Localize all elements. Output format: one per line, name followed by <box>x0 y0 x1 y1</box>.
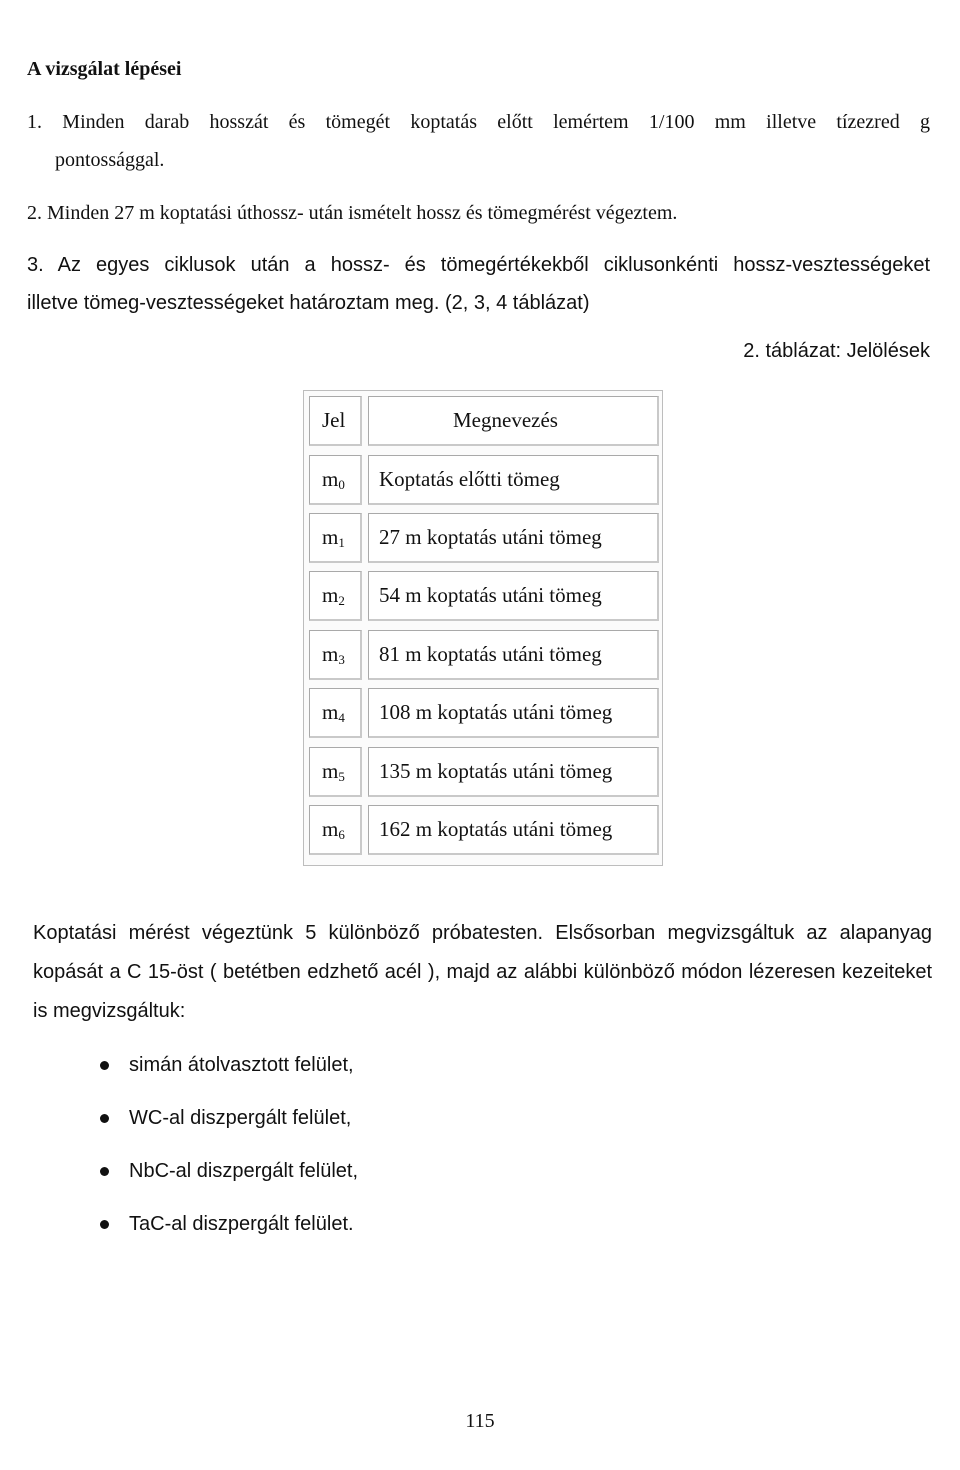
bullet-icon <box>100 1167 109 1176</box>
step-2 <box>27 194 930 232</box>
symbol-cell: $m_4$ <box>309 688 362 738</box>
bullet-icon <box>100 1114 109 1123</box>
bullet-icon <box>100 1061 109 1070</box>
step-1-line1: 1. Minden darab hosszát és tömegét koptatás előtt lemértem 1/100 mm illetve tízezred g <box>27 111 930 133</box>
name-cell: 108 m koptatás utáni tömeg <box>368 688 659 738</box>
step-3 <box>27 246 930 322</box>
table-row <box>309 455 659 507</box>
symbol-cell: $m_6$ <box>309 805 362 855</box>
name-cell: 162 m koptatás utáni tömeg <box>368 805 659 855</box>
list-item: NbC-al diszpergált felület, <box>95 1150 358 1203</box>
table-header-row <box>309 396 659 448</box>
step-1-line2: pontossággal. <box>55 149 165 171</box>
designations-table <box>303 390 663 866</box>
bullet-list <box>95 1044 358 1256</box>
name-cell: 54 m koptatás utáni tömeg <box>368 571 659 621</box>
step-3-line2: illetve tömeg-vesztességeket határoztam meg. (2, 3, 4 táblázat) <box>27 292 590 314</box>
name-cell: 27 m koptatás utáni tömeg <box>368 513 659 563</box>
symbol-cell: $m_3$ <box>309 630 362 680</box>
symbol-cell: $m_5$ <box>309 747 362 797</box>
step-3-line1: 3. Az egyes ciklusok után a hossz- és tömegértékekből ciklusonkénti hossz-vesztességeket <box>27 254 930 276</box>
symbol-cell: $m_0$ <box>309 455 362 505</box>
bullet-icon <box>100 1220 109 1229</box>
table-row <box>309 571 659 623</box>
step-2-line1: 2. Minden 27 m koptatási úthossz- után ismételt hossz és tömegmérést végeztem. <box>27 202 678 224</box>
step-1 <box>27 103 930 179</box>
symbol-cell: $m_2$ <box>309 571 362 621</box>
body-paragraph: Koptatási mérést végeztünk 5 különböző próbatesten. Elsősorban megvizsgáltuk az alapanyag kopását a C 15-öst ( betétben edzhető acél ), majd az alábbi különböző módon lézeresen kezeiteket is megvizsgáltuk: <box>33 922 932 1022</box>
list-item: WC-al diszpergált felület, <box>95 1097 358 1150</box>
table-row <box>309 747 659 799</box>
section-title: A vizsgálat lépései <box>27 58 182 80</box>
table-row <box>309 805 659 857</box>
symbol-cell: $m_1$ <box>309 513 362 563</box>
table-row <box>309 688 659 740</box>
page-number: 115 <box>465 1410 495 1432</box>
table-row <box>309 513 659 565</box>
name-cell: 81 m koptatás utáni tömeg <box>368 630 659 680</box>
list-item: simán átolvasztott felület, <box>95 1044 358 1097</box>
list-item: TaC-al diszpergált felület. <box>95 1203 358 1256</box>
table-row <box>309 630 659 682</box>
name-cell: 135 m koptatás utáni tömeg <box>368 747 659 797</box>
table-caption: 2. táblázat: Jelölések <box>743 340 930 362</box>
header-symbol: Jel <box>309 396 362 446</box>
name-cell: Koptatás előtti tömeg <box>368 455 659 505</box>
header-name: Megnevezés <box>368 396 659 446</box>
